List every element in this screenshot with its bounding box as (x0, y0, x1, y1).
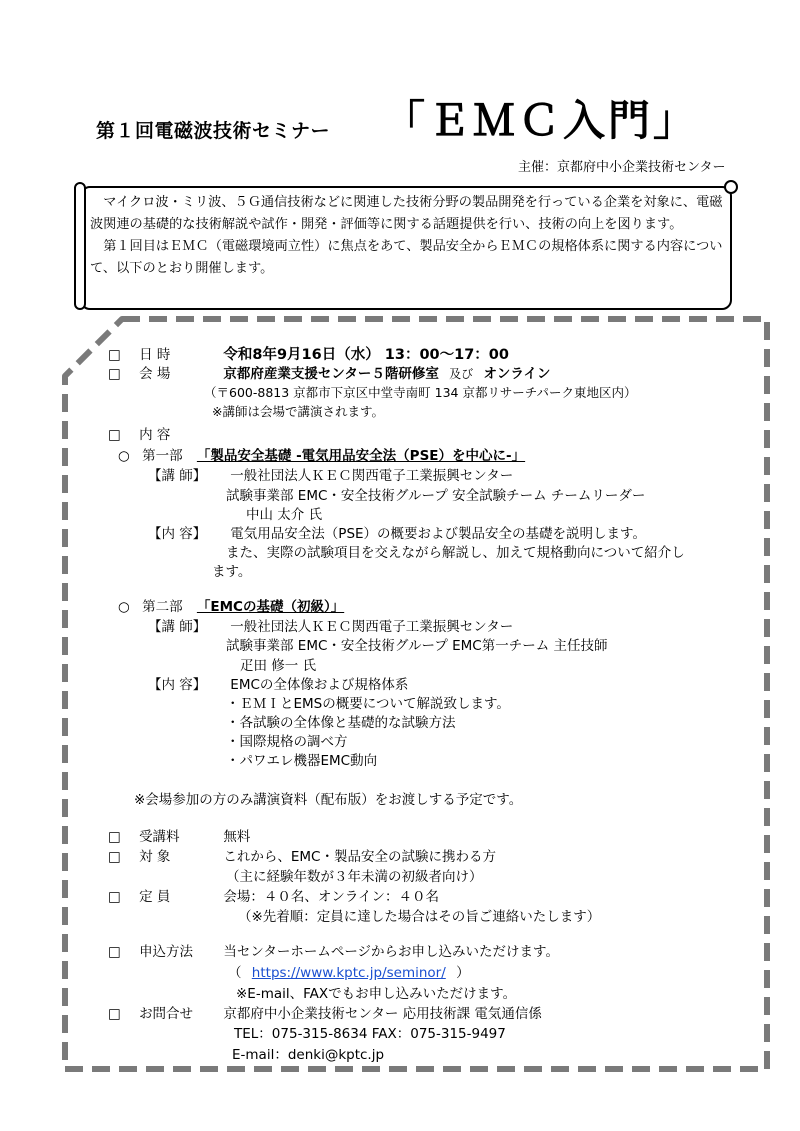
contact-email: E-mail：denki@kptc.jp (232, 1047, 385, 1063)
part1-title: 「製品安全基礎 -電気用品安全法（PSE）を中心に-」 (196, 448, 526, 464)
bullet-box: □ (108, 944, 121, 960)
part1-content-line1: 電気用品安全法（PSE）の概要および製品安全の基礎を説明します。 (230, 526, 646, 542)
target-value: これから、EMC・製品安全の試験に携わる方 (223, 849, 496, 865)
part2-content-item: ・パワエレ機器EMC動向 (226, 753, 378, 769)
venue-name: 京都府産業支援センター５階研修室 (223, 366, 439, 382)
part2-lecturer-dept: 試験事業部 EMC・安全技術グループ EMC第一チーム 主任技師 (226, 638, 608, 654)
part2-content-item: ・ＥＭＩとEMSの概要について解説致します。 (226, 696, 510, 712)
part1-content-line3: ます。 (212, 564, 252, 580)
paren-open: （ (228, 965, 242, 981)
bullet-box: □ (108, 829, 121, 845)
venue-label: 会 場 (139, 366, 171, 382)
fee-label: 受講料 (139, 829, 180, 845)
venue-note: ※講師は会場で講演されます。 (212, 404, 384, 419)
part2-content-item: ・国際規格の調べ方 (226, 734, 348, 750)
capacity-row (108, 885, 439, 905)
part1-heading (118, 444, 525, 464)
scroll-curl-left (74, 182, 86, 310)
bullet-box: □ (108, 427, 121, 443)
part1-content-label: 【内 容】 (148, 526, 207, 542)
scroll-curl-right (724, 180, 738, 194)
part2-lecturer-name: 疋田 修一 氏 (240, 658, 317, 674)
apply-value: 当センターホームページからお申し込みいただけます。 (223, 944, 559, 960)
target-row (108, 845, 496, 865)
fee-value: 無料 (223, 829, 251, 845)
bullet-box: □ (108, 347, 121, 363)
material-note: ※会場参加の方のみ講演資料（配布版）をお渡しする予定です。 (134, 792, 523, 808)
seminar-series-title: 第１回電磁波技術セミナー (96, 120, 331, 142)
part1-lecturer (148, 464, 513, 484)
part1-content-line2: また、実際の試験項目を交えながら解説し、加えて規格動向について紹介し (226, 545, 685, 561)
intro-paragraph-2: 第１回目はＥＭＣ（電磁環境両立性）に焦点をあて、製品安全からＥＭＣの規格体系に関する内容について、以下のとおり開催します。 (90, 239, 723, 276)
apply-row (108, 940, 559, 960)
part1-lecturer-org: 一般社団法人ＫＥＣ関西電子工業振興センター (230, 468, 514, 484)
date-value: 令和8年9月16日（水） 13：00〜17：00 (223, 347, 509, 363)
part2-content (148, 673, 408, 693)
contact-label: お問合せ (139, 1006, 194, 1022)
circle-marker: ○ (118, 599, 130, 615)
part2-name: 第二部 (142, 599, 183, 615)
content-row (108, 423, 170, 443)
part2-lecturer (148, 615, 513, 635)
intro-text (90, 192, 726, 280)
part2-content-label: 【内 容】 (148, 677, 207, 693)
bullet-box: □ (108, 1006, 121, 1022)
apply-label: 申込方法 (139, 944, 194, 960)
part1-content (148, 522, 646, 542)
bullet-box: □ (108, 366, 121, 382)
seminar-url-link[interactable]: https://www.kptc.jp/seminor/ (251, 965, 446, 981)
part2-content-item: EMCの全体像および規格体系 (230, 677, 409, 693)
organizer-line: 主催：京都府中小企業技術センター (518, 160, 726, 175)
bullet-box: □ (108, 849, 121, 865)
part2-title: 「EMCの基礎（初級）」 (196, 599, 345, 615)
intro-scroll-box (80, 186, 732, 310)
apply-url-line (228, 961, 470, 981)
part1-lecturer-dept: 試験事業部 EMC・安全技術グループ 安全試験チーム チームリーダー (226, 488, 646, 504)
venue-row (108, 362, 551, 382)
contact-row (108, 1002, 542, 1022)
part2-lecturer-label: 【講 師】 (148, 619, 207, 635)
intro-paragraph-1: マイクロ波・ミリ波、５Ｇ通信技術などに関連した技術分野の製品開発を行っている企業を対象に、電磁波関連の基礎的な技術解説や試作・開発・評価等に関する話題提供を行い、技術の向上を図ります。 (90, 195, 723, 232)
fee-row (108, 825, 250, 845)
seminar-main-title: 「ＥＭＣ入門」 (383, 96, 699, 145)
venue-and: 及び (449, 367, 474, 381)
part2-content-item: ・各試験の全体像と基礎的な試験方法 (226, 715, 456, 731)
venue-address: （〒600-8813 京都市下京区中堂寺南町 134 京都リサーチパーク東地区内） (204, 385, 637, 400)
apply-note: ※E-mail、FAXでもお申し込みいただけます。 (236, 986, 517, 1002)
part1-lecturer-label: 【講 師】 (148, 468, 207, 484)
target-note: （主に経験年数が３年未満の初級者向け） (226, 869, 483, 885)
venue-online: オンライン (483, 366, 551, 382)
content-label: 内 容 (139, 427, 171, 443)
paren-close: ） (456, 965, 470, 981)
part2-heading (118, 595, 344, 615)
date-label: 日 時 (139, 347, 171, 363)
contact-value: 京都府中小企業技術センター 応用技術課 電気通信係 (223, 1006, 542, 1022)
part1-name: 第一部 (142, 448, 183, 464)
part2-lecturer-org: 一般社団法人ＫＥＣ関西電子工業振興センター (230, 619, 514, 635)
target-label: 対 象 (139, 849, 171, 865)
contact-tel-fax: TEL：075-315-8634 FAX：075-315-9497 (234, 1026, 506, 1042)
capacity-label: 定 員 (139, 889, 171, 905)
date-row (108, 343, 509, 364)
capacity-note: （※先着順：定員に達した場合はその旨ご連絡いたします） (238, 909, 601, 925)
part1-lecturer-name: 中山 太介 氏 (246, 507, 323, 523)
bullet-box: □ (108, 889, 121, 905)
circle-marker: ○ (118, 448, 130, 464)
capacity-value: 会場：４０名、オンライン：４０名 (223, 889, 439, 905)
